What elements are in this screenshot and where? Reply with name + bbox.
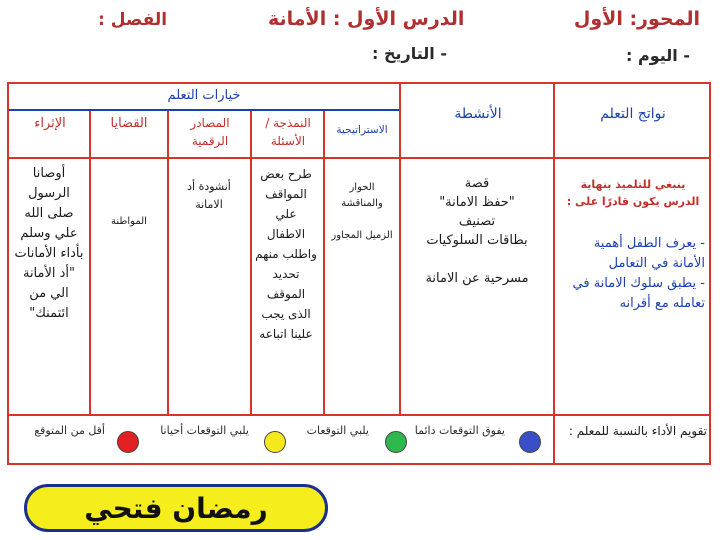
issues-header: القضايا xyxy=(110,116,148,131)
level-below-dot xyxy=(117,431,139,453)
author-logo: رمضان فتحي xyxy=(24,484,328,532)
digital-sources-text: أنشودة أد الامانة xyxy=(187,180,231,211)
chapter-label: الفصل : xyxy=(98,10,168,30)
level-exceeds-dot xyxy=(519,431,541,453)
level-meets-dot xyxy=(385,431,407,453)
day-label: - اليوم : xyxy=(626,46,690,65)
strategy-text: الحوار والمناقشة الزميل المجاور xyxy=(331,182,393,241)
activities-header: الأنشطة xyxy=(454,106,502,122)
level-meets-label: يلبي التوقعات xyxy=(306,424,369,437)
level-sometimes-dot xyxy=(264,431,286,453)
digital-sources-header: المصادر الرقمية xyxy=(190,116,230,148)
level-sometimes-label: يلبي التوقعات أحيانا xyxy=(160,424,249,437)
activities-text: قصة "حفظ الامانة" تصنيف بطاقات السلوكيات مسرحية عن الامانة xyxy=(425,176,529,286)
outcomes-list: - يعرف الطفل أهمية الأمانة في التعامل - يطبق سلوك الامانة في تعامله مع أقرانه xyxy=(572,236,705,311)
enrichment-text: أوصانا الرسول صلى الله علي وسلم بأداء الأمانات "أد الأمانة الي من ائتمنك" xyxy=(14,166,84,321)
modeling-header: النمذجة / الأسئلة xyxy=(265,116,311,148)
modeling-text: طرح بعض المواقف علي الاطفال واطلب منهم تحديد الموقف الذى يجب علينا اتباعه xyxy=(255,167,317,341)
outcomes-intro: ينبغي للتلميذ بنهاية الدرس يكون قادرًا على : xyxy=(566,178,700,208)
issues-text: المواطنة xyxy=(111,216,147,227)
outcomes-header: نواتج التعلم xyxy=(600,106,666,122)
enrichment-header: الإثراء xyxy=(34,116,66,131)
date-label: - التاريخ : xyxy=(372,44,447,63)
strategy-header: الاستراتيجية xyxy=(336,124,388,136)
level-below-label: أقل من المتوقع xyxy=(34,424,105,437)
evaluation-label: تقويم الأداء بالنسبة للمعلم : xyxy=(568,424,707,438)
level-exceeds-label: يفوق التوقعات دائما xyxy=(414,424,505,437)
lesson-title: الدرس الأول : الأمانة xyxy=(268,8,465,30)
learning-options-header: خيارات التعلم xyxy=(167,88,241,103)
axis-title: المحور: الأول xyxy=(573,8,700,30)
lesson-plan-table xyxy=(7,82,711,465)
